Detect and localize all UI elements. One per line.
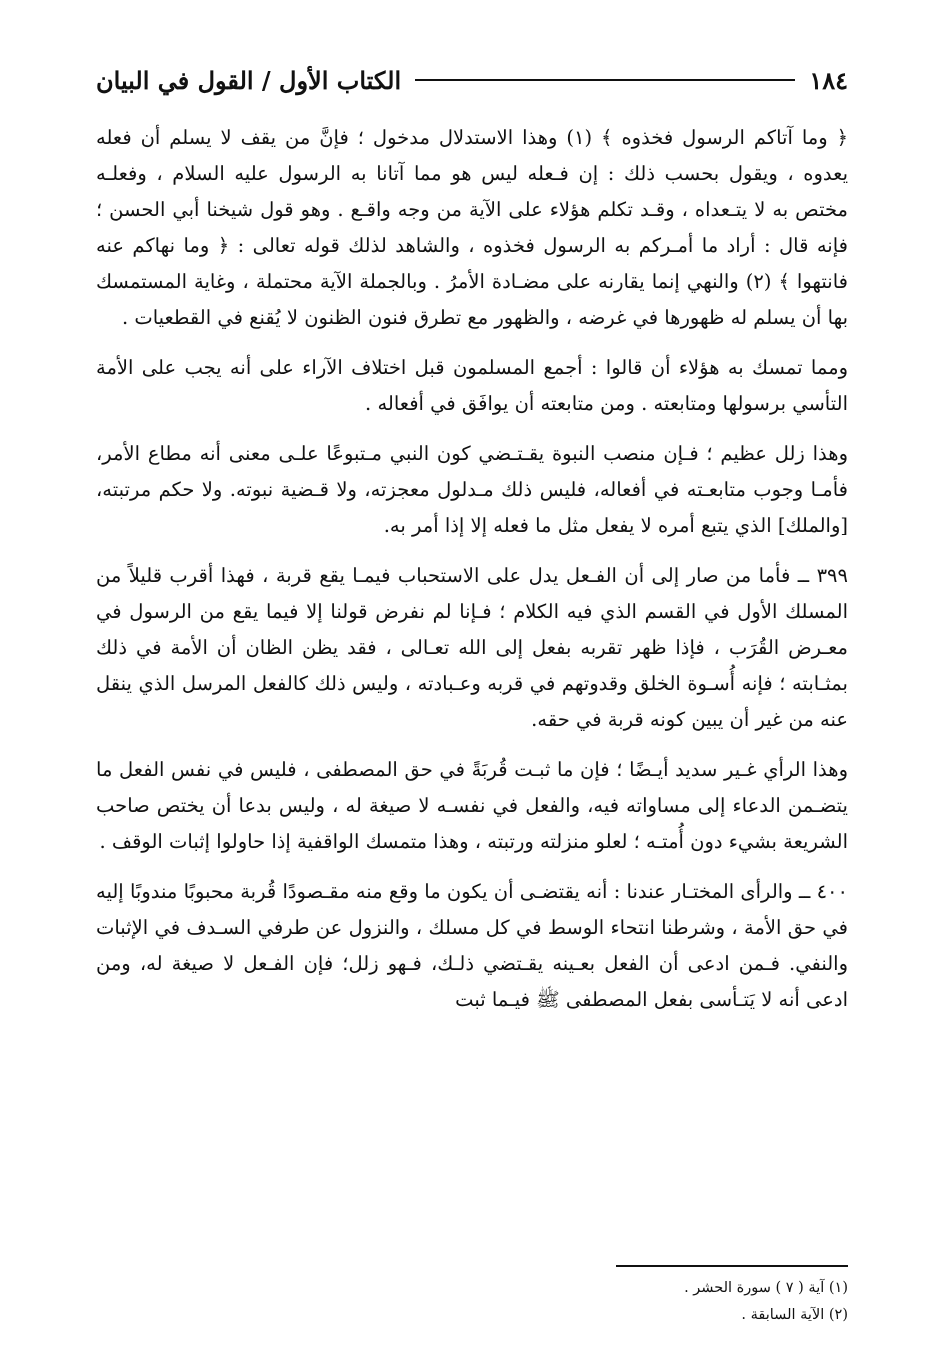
running-title: الكتاب الأول / القول في البيان [96, 65, 402, 95]
running-header [96, 60, 848, 100]
footnotes [96, 1265, 848, 1329]
paragraph-3: وهذا زلل عظيم ؛ فـإن منصب النبوة يقـتـضي كون النبي مـتبوعًا علـى معنى أنه مطاع الأمر، فأمـا وجوب متابعـته في أفعاله، فليس ذلك مـدلول معجزته، ولا قـضية نبوته. ولا حكم مرتبته، [والملك] الذي يتبع أمره لا يفعل مثل ما فعله إلا إذا أمر به. [96, 442, 848, 537]
footnote-1: (١) آية ( ٧ ) سورة الحشر . [684, 1280, 848, 1296]
body-text [96, 120, 848, 1018]
paragraph-2: ومما تمسك به هؤلاء أن قالوا : أجمع المسلمون قبل اختلاف الآراء على أنه يجب على الأمة التأسي برسولها ومتابعته . ومن متابعته أن يوافَق في أفعاله . [96, 356, 848, 415]
paragraph-399: ٣٩٩ ــ فأما من صار إلى أن الفـعل يدل على الاستحباب فيمـا يقع قربة ، فهذا أقرب قليلاً من المسلك الأول في القسم الذي فيه الكلام ؛ فـإنا لم نفرض قولنا إلا فيما يقع من الرسول في معـرض القُرَب ، فإذا ظهر تقربه بفعل إلى الله تعـالى ، فقد يظن الظان أن الأمة في ذلك بمثـابته ؛ فإنه أُسـوة الخلق وقدوتهم في قربه وعـبادته ، وليس ذلك كالفعل المرسل الذي ينقل عنه من غير أن يبين كونه قربة في حقه. [96, 564, 848, 731]
paragraph-5: وهذا الرأي غـير سديد أيـضًا ؛ فإن ما ثبـت قُربَةً في حق المصطفى ، فليس في نفس الفعل ما يتضـمن الدعاء إلى مساواته فيه، والفعل في نفسـه لا صيغة له ، وليس بدعا أن يختص صاحب الشريعة بشيء دون أُمتـه ؛ لعلو منزلته ورتبته ، وهذا متمسك الواقفية إذا حاولوا إثبات الوقف . [96, 758, 848, 853]
footnote-rule [616, 1265, 848, 1267]
book-page [96, 60, 848, 1350]
paragraph-1: ﴿ وما آتاكم الرسول فخذوه ﴾ (١) وهذا الاستدلال مدخول ؛ فإنَّ من يقف لا يسلم أن فعله يعدوه ، ويقول بحسب ذلك : إن فـعله ليس هو مما آتانا به الرسول عليه السلام ، وفعلـه مختص به لا يتـعداه ، وقـد تكلم هؤلاء على الآية من وجه واقـع . وهو قول شيخنا أبي الحسن ؛ فإنه قال : أراد ما أمـركم به الرسول فخذوه ، والشاهد لذلك قوله تعالى : ﴿ وما نهاكم عنه فانتهوا ﴾ (٢) والنهي إنما يقارنه على مضـادة الأمرُ . وبالجملة الآية محتملة ، وغاية المستمسك بها أن يسلم له ظهورها في غرضه ، والظهور مع تطرق فنون الظنون لا يُقنع في القطعيات . [96, 126, 848, 329]
header-rule [415, 79, 795, 81]
footnote-2: (٢) الآية السابقة . [741, 1307, 848, 1323]
paragraph-400: ٤٠٠ ــ والرأى المختـار عندنا : أنه يقتضـى أن يكون ما وقع منه مقـصودًا قُربة محبوبًا مندوبًا إليه في حق الأمة ، وشرطنا انتحاء الوسط في كل مسلك ، والنزول عن طرفي السـدف في الإثبات والنفي. فـمن ادعى أن الفعل بعـينه يقـتضي ذلـك، فـهو زلل؛ فإن الفـعل لا صيغة له، ومن ادعى أنه لا يَتـأسى بفعل المصطفى ﷺ فيـما ثبت [96, 880, 848, 1011]
page-number: ١٨٤ [809, 65, 848, 95]
